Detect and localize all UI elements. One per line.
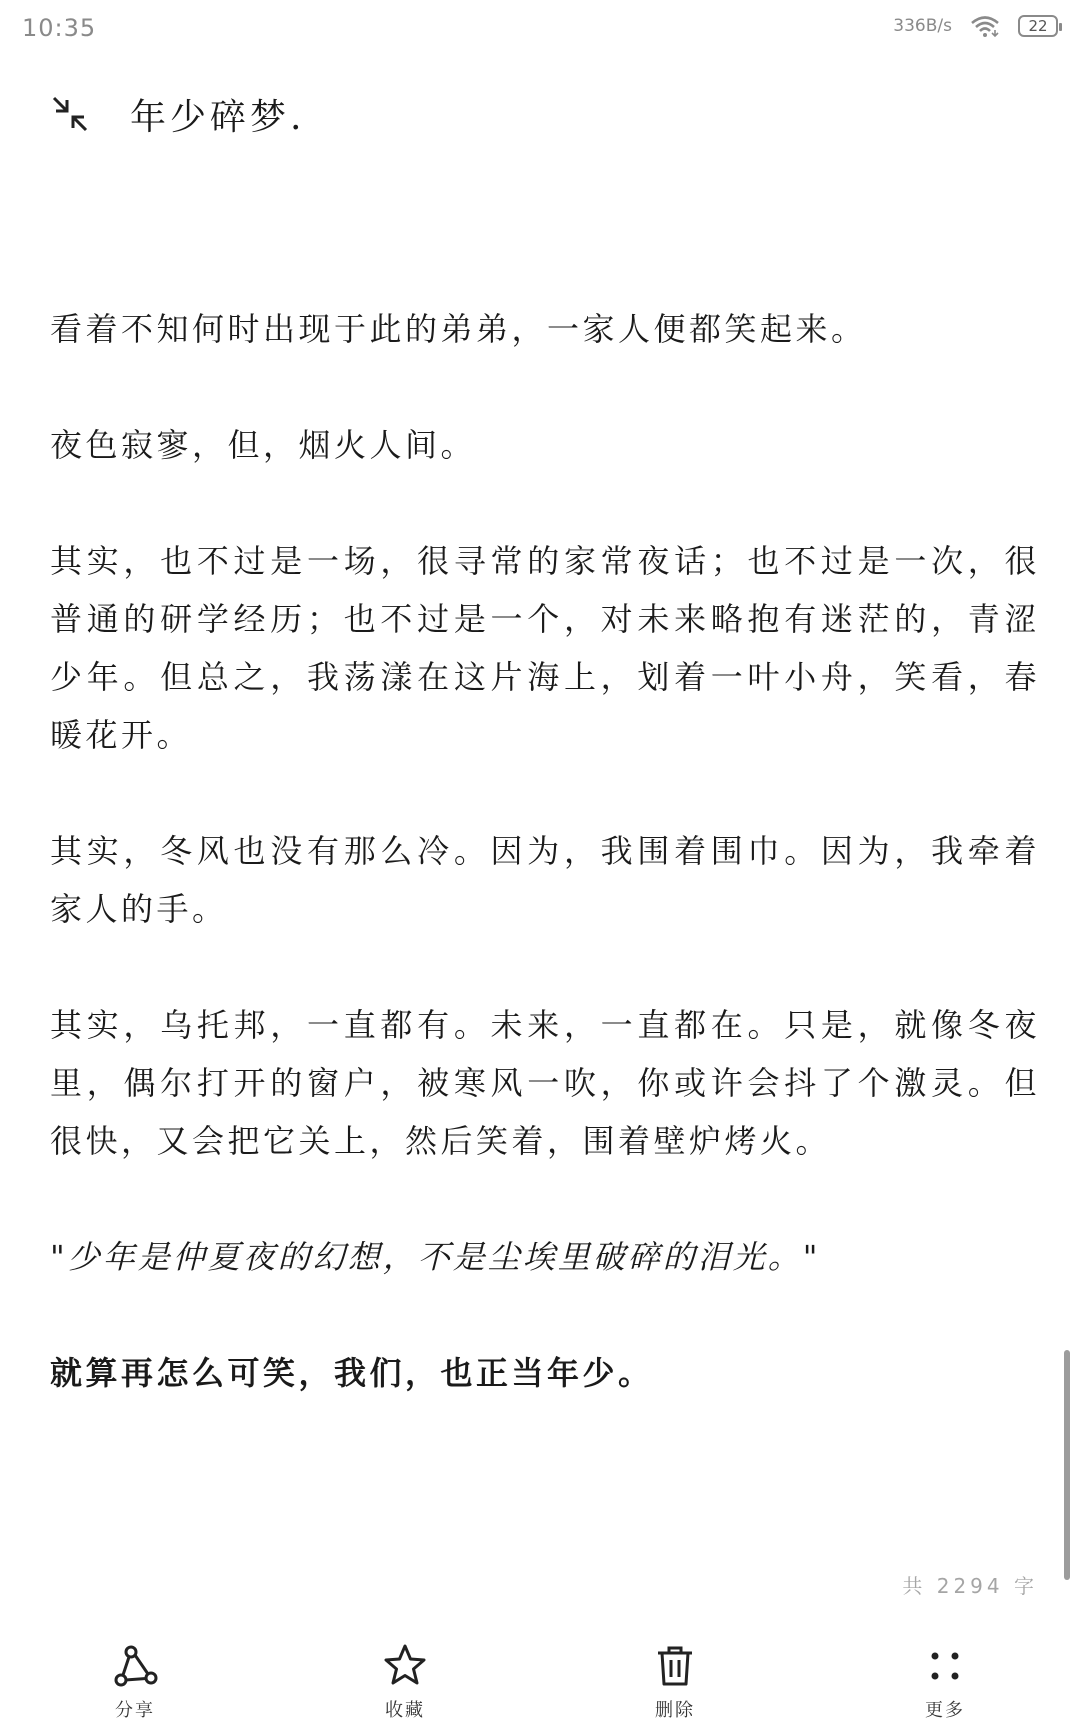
paragraph-1: 看着不知何时出现于此的弟弟，一家人便都笑起来。 bbox=[50, 310, 867, 348]
star-icon bbox=[379, 1640, 431, 1692]
scrollbar[interactable] bbox=[1064, 1350, 1070, 1580]
paragraph-5: 其实，乌托邦，一直都有。未来，一直都在。只是，就像冬夜里，偶尔打开的窗户，被寒风一吹，你或许会抖了个激灵。但很快，又会把它关上，然后笑着，围着壁炉烤火。 bbox=[50, 1006, 1040, 1160]
more-label: 更多 bbox=[925, 1700, 965, 1721]
closing-paragraph: 就算再怎么可笑，我们，也正当年少。 bbox=[50, 1354, 654, 1392]
share-icon bbox=[109, 1640, 161, 1692]
share-label: 分享 bbox=[115, 1700, 155, 1721]
paragraph-4: 其实，冬风也没有那么冷。因为，我围着围巾。因为，我牵着家人的手。 bbox=[50, 832, 1040, 928]
quote-paragraph: "少年是仲夏夜的幻想，不是尘埃里破碎的泪光。" bbox=[50, 1238, 821, 1276]
delete-label: 删除 bbox=[655, 1700, 695, 1721]
network-speed: 336B/s bbox=[893, 16, 952, 36]
paragraph-2: 夜色寂寥，但，烟火人间。 bbox=[50, 426, 477, 464]
note-title: 年少碎梦. bbox=[130, 96, 306, 138]
wifi-icon bbox=[970, 14, 1000, 38]
favorite-label: 收藏 bbox=[385, 1700, 425, 1721]
favorite-button[interactable] bbox=[325, 1640, 485, 1728]
paragraph-3: 其实，也不过是一场，很寻常的家常夜话；也不过是一次，很普通的研学经历；也不过是一个，对未来略抱有迷茫的，青涩少年。但总之，我荡漾在这片海上，划着一叶小舟，笑看，春暖花开。 bbox=[50, 542, 1040, 754]
battery-indicator bbox=[1018, 15, 1058, 37]
delete-button[interactable] bbox=[595, 1640, 755, 1728]
word-count: 共 2294 字 bbox=[902, 1574, 1038, 1598]
title-row bbox=[50, 84, 305, 144]
more-button[interactable] bbox=[865, 1640, 1025, 1728]
status-indicators bbox=[893, 14, 1058, 38]
collapse-icon[interactable] bbox=[50, 94, 90, 134]
status-bar bbox=[0, 0, 1080, 58]
more-dots-icon bbox=[919, 1640, 971, 1692]
battery-level: 22 bbox=[1028, 17, 1048, 35]
trash-icon bbox=[649, 1640, 701, 1692]
status-time: 10:35 bbox=[22, 14, 97, 42]
share-button[interactable] bbox=[55, 1640, 215, 1728]
bottom-toolbar bbox=[0, 1640, 1080, 1728]
note-body[interactable] bbox=[50, 300, 1040, 1460]
